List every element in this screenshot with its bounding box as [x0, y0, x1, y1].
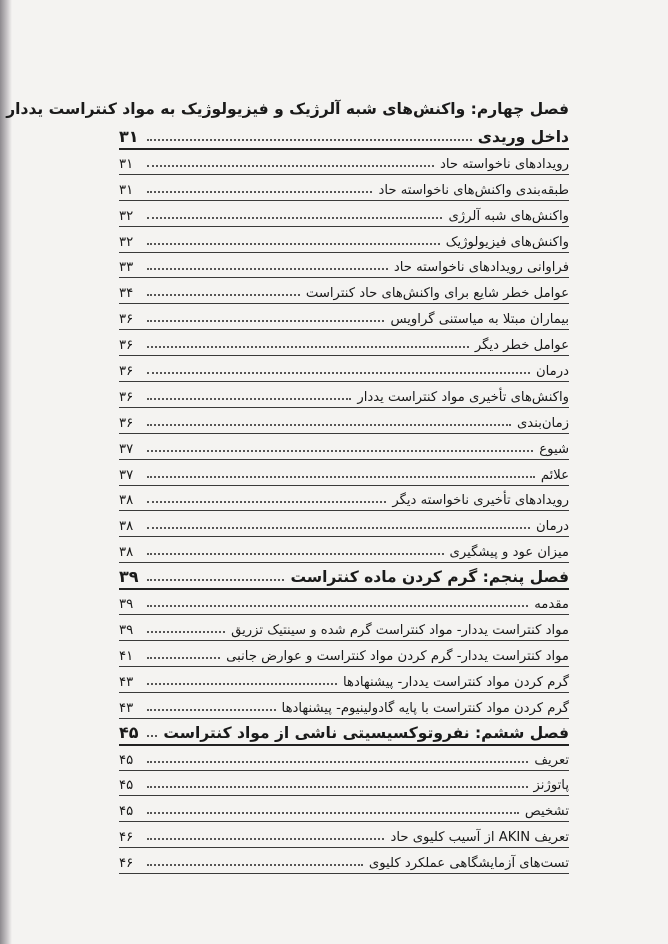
- toc-entry-page: ۳۶: [119, 364, 134, 380]
- toc-entry-page: ۳۸: [119, 493, 134, 509]
- dot-leader: [147, 476, 535, 478]
- toc-entry: [119, 822, 569, 848]
- chapter-6-heading-row: [119, 719, 569, 745]
- toc-entry-label: علائم: [540, 467, 569, 483]
- toc-entry: [119, 330, 569, 356]
- toc-entry-page: ۳۹: [119, 623, 134, 639]
- toc-entry: [119, 227, 569, 253]
- toc-entry: [119, 253, 569, 279]
- toc-entry-label: درمان: [535, 519, 569, 535]
- dot-leader: [147, 501, 386, 503]
- toc-entry-page: ۴۵: [119, 804, 134, 820]
- toc-entry: [119, 511, 569, 537]
- chapter-4-title: فصل چهارم: واکنش‌های شبه آلرژیک و فیزیولوژیک به مواد کنتراست یددار: [6, 100, 569, 118]
- dot-leader: [147, 657, 220, 659]
- toc-entry-label: طبقه‌بندی واکنش‌های ناخواسته حاد: [378, 182, 569, 198]
- chapter-5-heading-row: [119, 563, 569, 589]
- toc-entry-page: ۳۷: [119, 467, 134, 483]
- dot-leader: [147, 864, 363, 866]
- dot-leader: [147, 683, 337, 685]
- toc-entry: [119, 201, 569, 227]
- toc-entry-page: ۴۳: [119, 700, 134, 716]
- dot-leader: [147, 450, 533, 452]
- table-of-contents: [6, 95, 569, 874]
- chapter-4-page: ۳۱: [119, 127, 139, 146]
- toc-entry: [119, 771, 569, 797]
- dot-leader: [147, 243, 440, 245]
- toc-entry: [119, 408, 569, 434]
- toc-entry-page: ۳۹: [119, 597, 134, 613]
- toc-entry-label: رویدادهای تأخیری ناخواسته دیگر: [392, 493, 569, 509]
- toc-entry: [119, 667, 569, 693]
- toc-entry-page: ۴۵: [119, 778, 134, 794]
- toc-entry-page: ۳۳: [119, 260, 134, 276]
- dot-leader: [147, 709, 276, 711]
- toc-entry: [119, 693, 569, 719]
- book-spine-shadow: [0, 0, 12, 944]
- toc-entry: [119, 796, 569, 822]
- toc-entry-page: ۳۱: [119, 182, 134, 198]
- dot-leader: [147, 165, 434, 167]
- toc-entry-label: زمان‌بندی: [516, 415, 569, 431]
- toc-entry-label: پاتوژنز: [533, 778, 569, 794]
- toc-entry-label: تست‌های آزمایشگاهی عملکرد کلیوی: [368, 856, 569, 872]
- toc-entry-label: مواد کنتراست یددار- گرم کردن مواد کنتراست و عوارض جانبی: [226, 648, 569, 664]
- toc-entry-label: واکنش‌های فیزیولوژیک: [445, 234, 569, 250]
- toc-entry-label: فراوانی رویدادهای ناخواسته حاد: [393, 260, 569, 276]
- toc-entry-page: ۳۶: [119, 389, 134, 405]
- dot-leader: [147, 786, 528, 788]
- dot-leader: [147, 527, 530, 529]
- dot-leader: [147, 139, 472, 141]
- dot-leader: [147, 735, 157, 737]
- dot-leader: [147, 553, 444, 555]
- toc-entry-page: ۴۶: [119, 830, 134, 846]
- dot-leader: [147, 268, 388, 270]
- toc-entry-label: عوامل خطر دیگر: [474, 338, 569, 354]
- chapter-4-heading-row: [119, 123, 569, 149]
- dot-leader: [147, 346, 469, 348]
- toc-entry-label: تعریف AKIN از آسیب کلیوی حاد: [390, 830, 569, 846]
- toc-entry: [119, 434, 569, 460]
- toc-entry: [119, 486, 569, 512]
- chapter-6-page: ۴۵: [119, 722, 139, 742]
- toc-entry-label: واکنش‌های شبه آلرژی: [448, 208, 569, 224]
- toc-entry-page: ۳۷: [119, 441, 134, 457]
- toc-entry-page: ۳۱: [119, 156, 134, 172]
- dot-leader: [147, 372, 530, 374]
- toc-entry-label: مقدمه: [534, 597, 569, 613]
- toc-entry-page: ۴۱: [119, 648, 134, 664]
- toc-entry: [119, 356, 569, 382]
- toc-entry-page: ۳۲: [119, 208, 134, 224]
- dot-leader: [147, 424, 511, 426]
- toc-entry-label: بیماران مبتلا به میاستنی گراویس: [390, 312, 569, 328]
- toc-entry: [119, 175, 569, 201]
- toc-entry-label: شیوع: [539, 441, 569, 457]
- toc-entry-label: مواد کنتراست یددار- مواد کنتراست گرم شده و سینتیک تزریق: [231, 623, 569, 639]
- toc-entry: [119, 615, 569, 641]
- toc-entry-page: ۳۸: [119, 545, 134, 561]
- toc-entry: [119, 382, 569, 408]
- chapter-4-title-continued: داخل وریدی: [477, 128, 569, 146]
- toc-entry: [119, 537, 569, 563]
- toc-entry: [119, 745, 569, 771]
- toc-entry-page: ۴۳: [119, 674, 134, 690]
- dot-leader: [147, 838, 384, 840]
- toc-entry: [119, 460, 569, 486]
- toc-entry-label: درمان: [535, 364, 569, 380]
- toc-entry-page: ۳۲: [119, 234, 134, 250]
- toc-entry-page: ۴۵: [119, 752, 134, 768]
- toc-entry-label: عوامل خطر شایع برای واکنش‌های حاد کنتراست: [305, 286, 569, 302]
- chapter-5-page: ۳۹: [119, 567, 139, 587]
- toc-entry: [119, 589, 569, 615]
- toc-entry-label: رویدادهای ناخواسته حاد: [439, 156, 569, 172]
- toc-entry-label: تعریف: [534, 752, 569, 768]
- toc-entry-label: تشخیص: [524, 804, 569, 820]
- dot-leader: [147, 631, 225, 633]
- toc-entry: [119, 848, 569, 874]
- toc-entry-page: ۳۶: [119, 338, 134, 354]
- dot-leader: [147, 761, 528, 763]
- toc-entry-page: ۳۶: [119, 415, 134, 431]
- toc-entry-label: میزان عود و پیشگیری: [449, 545, 569, 561]
- dot-leader: [147, 294, 300, 296]
- dot-leader: [147, 605, 528, 607]
- dot-leader: [147, 398, 351, 400]
- toc-entry: [119, 641, 569, 667]
- toc-entry-label: واکنش‌های تأخیری مواد کنتراست یددار: [357, 389, 569, 405]
- chapter-6-title: فصل ششم: نفروتوکسیسیتی ناشی از مواد کنتراست: [163, 723, 569, 742]
- dot-leader: [147, 191, 372, 193]
- chapter-5-title: فصل پنجم: گرم کردن ماده کنتراست: [290, 568, 569, 587]
- dot-leader: [147, 579, 284, 581]
- toc-entry-page: ۳۴: [119, 286, 134, 302]
- toc-entry: [119, 149, 569, 175]
- dot-leader: [147, 320, 384, 322]
- toc-entry-page: ۴۶: [119, 856, 134, 872]
- toc-entry-page: ۳۶: [119, 312, 134, 328]
- toc-entry-label: گرم کردن مواد کنتراست با پایه گادولینیوم- پیشنهادها: [281, 700, 569, 716]
- toc-entry-label: گرم کردن مواد کنتراست یددار- پیشنهادها: [343, 674, 569, 690]
- toc-entry: [119, 304, 569, 330]
- dot-leader: [147, 217, 442, 219]
- toc-entry: [119, 278, 569, 304]
- dot-leader: [147, 812, 519, 814]
- toc-entry-page: ۳۸: [119, 519, 134, 535]
